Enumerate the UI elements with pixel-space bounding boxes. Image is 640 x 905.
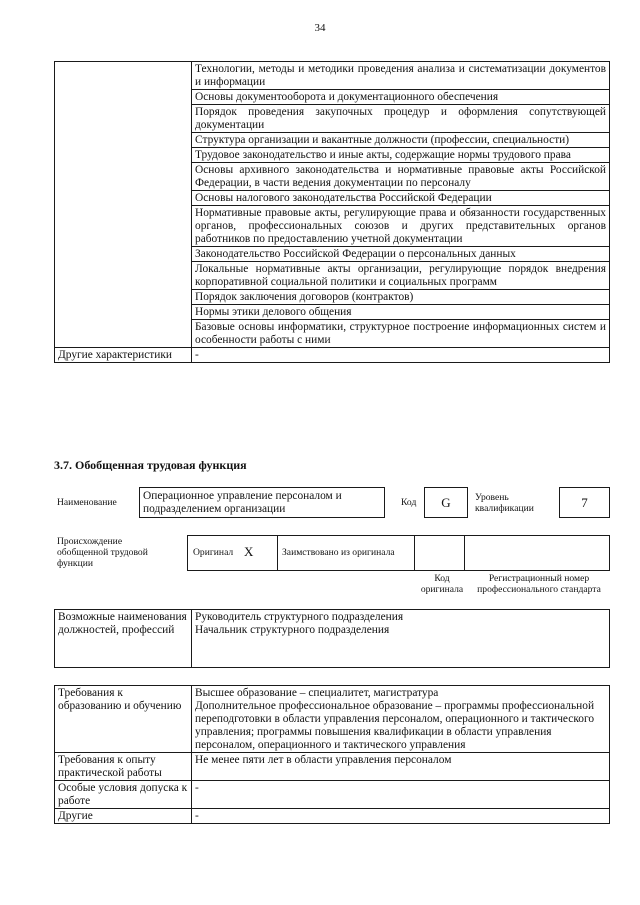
- code-box: G: [424, 487, 468, 518]
- education-line: Дополнительное профессиональное образование – программы профессиональной переподготовки в области управления персоналом, операционного и тактического управления; программы повышения квалификации в области управления персоналом, операционного и тактического управления: [195, 700, 595, 751]
- requirements-table: [54, 685, 610, 824]
- reg-number-cell: [464, 535, 610, 571]
- code-label: Код: [401, 497, 417, 508]
- other-characteristics-label: Другие характеристики: [55, 348, 192, 363]
- education-label: Требования к образованию и обучению: [55, 686, 192, 753]
- position-item: Начальник структурного подразделения: [195, 624, 390, 636]
- name-label: Наименование: [57, 497, 117, 508]
- knowledge-item: Законодательство Российской Федерации о персональных данных: [192, 247, 610, 262]
- experience-label: Требования к опыту практической работы: [55, 753, 192, 781]
- special-conditions-value: -: [192, 781, 610, 809]
- other-characteristics-value: -: [192, 348, 610, 363]
- experience-value: Не менее пяти лет в области управления персоналом: [192, 753, 610, 781]
- table-row: [55, 809, 610, 824]
- knowledge-item: Нормы этики делового общения: [192, 305, 610, 320]
- knowledge-item: Трудовое законодательство и иные акты, содержащие нормы трудового права: [192, 148, 610, 163]
- knowledge-item: Локальные нормативные акты организации, регулирующие порядок внедрения корпоративной социальной политики и социальных программ: [192, 262, 610, 290]
- table-row: [55, 348, 610, 363]
- knowledge-item: Порядок заключения договоров (контрактов): [192, 290, 610, 305]
- table-row: [55, 753, 610, 781]
- page-number: 34: [314, 22, 326, 34]
- knowledge-item: Основы архивного законодательства и нормативные правовые акты Российской Федерации, в части ведения документации по персоналу: [192, 163, 610, 191]
- code-caption: Код оригинала: [420, 573, 464, 595]
- borrowed-cell: [277, 535, 415, 571]
- table-row: [55, 610, 610, 668]
- other-label: Другие: [55, 809, 192, 824]
- level-box: 7: [559, 487, 610, 518]
- position-item: Руководитель структурного подразделения: [195, 611, 404, 623]
- positions-label: Возможные наименования должностей, профессий: [55, 610, 192, 668]
- education-line: Высшее образование – специалитет, магистратура: [195, 687, 439, 699]
- knowledge-table: [54, 61, 610, 363]
- positions-values: [192, 610, 610, 668]
- education-value: [192, 686, 610, 753]
- original-label: Оригинал: [193, 547, 234, 558]
- knowledge-item: Структура организации и вакантные должности (профессии, специальности): [192, 133, 610, 148]
- level-label: Уровень квалификации: [475, 492, 534, 514]
- knowledge-item: Основы налогового законодательства Российской Федерации: [192, 191, 610, 206]
- borrowed-label: Заимствовано из оригинала: [282, 547, 395, 558]
- original-mark: X: [244, 544, 254, 559]
- knowledge-item: Порядок проведения закупочных процедур и оформления сопутствующей документации: [192, 105, 610, 133]
- table-row: [55, 781, 610, 809]
- knowledge-label-cell: [55, 62, 192, 348]
- special-conditions-label: Особые условия допуска к работе: [55, 781, 192, 809]
- knowledge-item: Основы документооборота и документационного обеспечения: [192, 90, 610, 105]
- table-row: [55, 62, 610, 90]
- reg-caption: Регистрационный номер профессионального стандарта: [477, 573, 601, 595]
- origin-label: Происхождение обобщенной трудовой функции: [57, 536, 148, 569]
- knowledge-item: Базовые основы информатики, структурное построение информационных систем и особенности работы с ними: [192, 320, 610, 348]
- knowledge-item: Технологии, методы и методики проведения анализа и систематизации документов и информации: [192, 62, 610, 90]
- original-cell: [187, 535, 278, 571]
- origin-code-cell: [414, 535, 465, 571]
- knowledge-item: Нормативные правовые акты, регулирующие права и обязанности государственных органов, профессиональных союзов и других представительных органов работников по предоставлению учетной документации: [192, 206, 610, 247]
- table-row: [55, 686, 610, 753]
- function-name-box: Операционное управление персоналом и подразделением организации: [139, 487, 385, 518]
- positions-table: [54, 609, 610, 668]
- section-title: 3.7. Обобщенная трудовая функция: [54, 458, 247, 472]
- other-value: -: [192, 809, 610, 824]
